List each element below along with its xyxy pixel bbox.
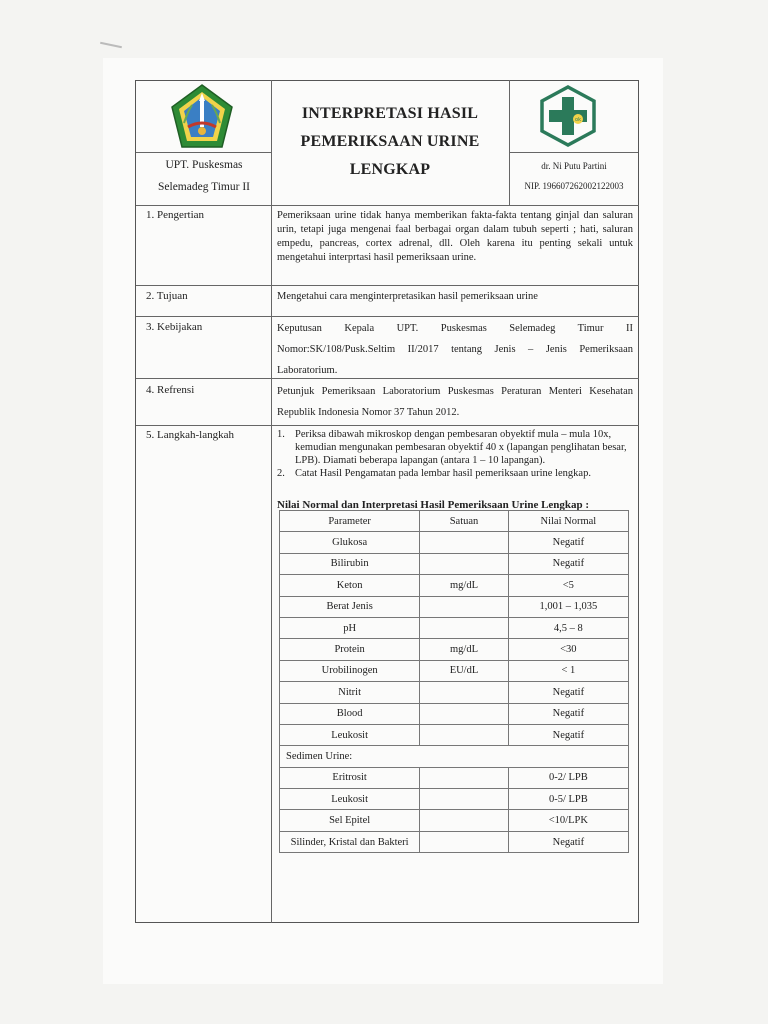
unit-cell: EU/dL (420, 660, 508, 681)
scan-mark (100, 42, 122, 49)
sediment-header-row (280, 746, 629, 767)
section-text-kebijakan: Keputusan Kepala UPT. Puskesmas Selemadeg Timur II Nomor:SK/108/Pusk.Seltim II/2017 tentang Jenis – Jenis Pemeriksaan Laboratorium. (277, 323, 633, 376)
document-title (272, 100, 508, 184)
parameter-cell: Berat Jenis (280, 596, 420, 617)
unit-cell: mg/dL (420, 575, 508, 596)
value-cell: <5 (508, 575, 628, 596)
unit-cell (420, 789, 508, 810)
header-nilai-normal: Nilai Normal (508, 511, 628, 532)
table-row (280, 810, 629, 831)
parameter-cell: Glukosa (280, 532, 420, 553)
header-parameter: Parameter (280, 511, 420, 532)
value-cell: 0-5/ LPB (508, 789, 628, 810)
section-text-tujuan: Mengetahui cara menginterpretasikan hasil pemeriksaan urine (277, 291, 538, 302)
header-left-divider (136, 152, 271, 153)
parameter-cell: Bilirubin (280, 553, 420, 574)
column-divider (271, 80, 272, 923)
step-item (277, 467, 633, 480)
table-row (280, 575, 629, 596)
institution-line-2: Selemadeg Timur II (158, 181, 250, 193)
value-cell: Negatif (508, 532, 628, 553)
sediment-label: Sedimen Urine: (280, 746, 629, 767)
table-row (280, 639, 629, 660)
puskesmas-cross-icon (538, 85, 598, 147)
value-cell: 0-2/ LPB (508, 767, 628, 788)
regency-emblem-icon (170, 83, 234, 151)
value-cell: Negatif (508, 724, 628, 745)
value-cell: <30 (508, 639, 628, 660)
unit-cell (420, 810, 508, 831)
table-row (280, 532, 629, 553)
institution-name (137, 154, 271, 198)
parameter-cell: Leukosit (280, 724, 420, 745)
unit-cell: mg/dL (420, 639, 508, 660)
table-row (280, 617, 629, 638)
parameter-cell: Leukosit (280, 789, 420, 810)
unit-cell (420, 682, 508, 703)
parameter-cell: Protein (280, 639, 420, 660)
value-cell: Negatif (508, 553, 628, 574)
table-row (280, 767, 629, 788)
section-label-kebijakan: 3. Kebijakan (146, 321, 203, 333)
header-satuan: Satuan (420, 511, 508, 532)
value-cell: < 1 (508, 660, 628, 681)
normal-values-table (279, 510, 629, 853)
value-cell: 1,001 – 1,035 (508, 596, 628, 617)
step-text: Catat Hasil Pengamatan pada lembar hasil pemeriksaan urine lengkap. (295, 468, 591, 479)
header-bottom-rule (136, 205, 639, 206)
parameter-cell: pH (280, 617, 420, 638)
steps-list (277, 428, 633, 480)
row-rule (136, 316, 639, 317)
unit-cell (420, 703, 508, 724)
title-line-3: LENGKAP (349, 161, 431, 178)
row-rule (136, 285, 639, 286)
parameter-cell: Keton (280, 575, 420, 596)
table-row (280, 724, 629, 745)
value-cell: Negatif (508, 831, 628, 852)
section-label-pengertian: 1. Pengertian (146, 209, 205, 221)
parameter-cell: Eritrosit (280, 767, 420, 788)
table-title: Nilai Normal dan Interpretasi Hasil Pemeriksaan Urine Lengkap : (277, 499, 590, 511)
parameter-cell: Urobilinogen (280, 660, 420, 681)
header-right-divider (509, 152, 638, 153)
value-cell: 4,5 – 8 (508, 617, 628, 638)
unit-cell (420, 767, 508, 788)
step-number: 1. (277, 429, 285, 440)
logo-badge-text: ok (575, 117, 581, 123)
signer-nip: NIP. 196607262002122003 (524, 181, 624, 191)
value-cell: <10/LPK (508, 810, 628, 831)
parameter-cell: Sel Epitel (280, 810, 420, 831)
table-row (280, 553, 629, 574)
value-cell: Negatif (508, 682, 628, 703)
section-label-tujuan: 2. Tujuan (146, 290, 188, 302)
unit-cell (420, 596, 508, 617)
unit-cell (420, 532, 508, 553)
parameter-cell: Silinder, Kristal dan Bakteri (280, 831, 420, 852)
section-text-referensi: Petunjuk Pemeriksaan Laboratorium Puskesmas Peraturan Menteri Kesehatan Republik Indonesia Nomor 37 Tahun 2012. (277, 386, 633, 418)
section-text-pengertian: Pemeriksaan urine tidak hanya memberikan fakta-fakta tentang ginjal dan saluran urin, tetapi juga mengenai faal berbagai organ dalam tubuh seperti ; hati, saluran empedu, pancreas, cortex adrenal, dll. Oleh karena itu penting sekali untuk mengetahui interprtasi hasil pemeriksaan urine. (277, 210, 633, 263)
parameter-cell: Blood (280, 703, 420, 724)
table-row (280, 682, 629, 703)
section-label-referensi: 4. Refrensi (146, 384, 195, 396)
table-row (280, 596, 629, 617)
step-text: Periksa dibawah mikroskop dengan pembesaran obyektif mula – mula 10x, kemudian mengunakan pembesaran obyektif 40 x (lapangan penglihatan besar, LPB). Diamati beberapa lapangan (antara 1 – 10 lapangan). (295, 429, 627, 466)
table-row (280, 789, 629, 810)
table-header-row (280, 511, 629, 532)
unit-cell (420, 724, 508, 745)
step-number: 2. (277, 468, 285, 479)
title-line-2: PEMERIKSAAN URINE (300, 133, 480, 150)
title-line-1: INTERPRETASI HASIL (301, 105, 479, 122)
table-row (280, 831, 629, 852)
parameter-cell: Nitrit (280, 682, 420, 703)
signer-name: dr. Ni Putu Partini (541, 161, 607, 171)
unit-cell (420, 553, 508, 574)
table-row (280, 660, 629, 681)
table-row (280, 703, 629, 724)
value-cell: Negatif (508, 703, 628, 724)
unit-cell (420, 831, 508, 852)
step-item (277, 428, 633, 467)
section-label-langkah: 5. Langkah-langkah (146, 429, 234, 441)
row-rule (136, 425, 639, 426)
signer-block (512, 156, 636, 196)
unit-cell (420, 617, 508, 638)
header-divider-right (509, 80, 510, 205)
institution-line-1: UPT. Puskesmas (165, 159, 243, 171)
